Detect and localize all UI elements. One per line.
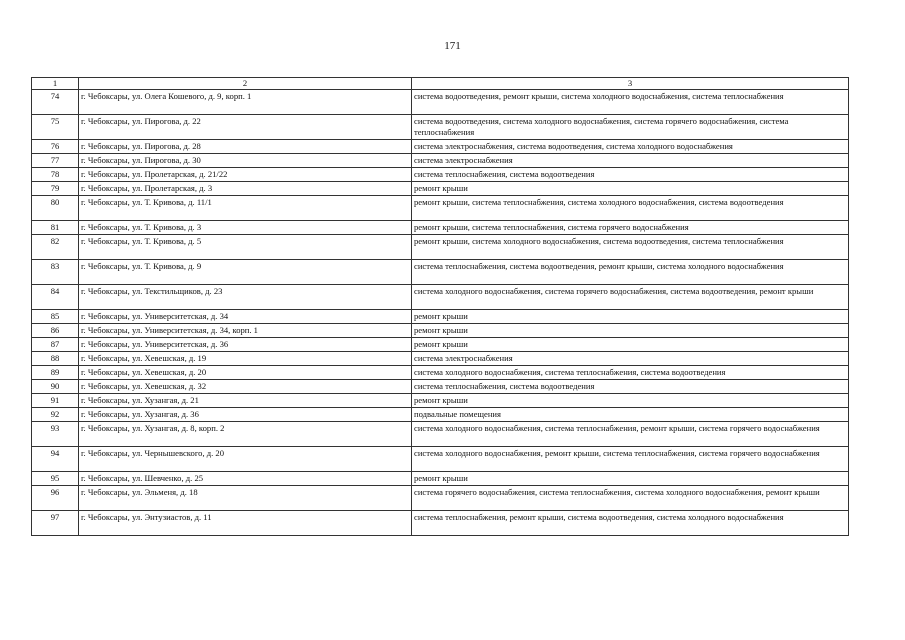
- table-row: [32, 168, 849, 182]
- row-number-cell: 96: [32, 486, 79, 511]
- table-row: [32, 338, 849, 352]
- row-number-cell: 95: [32, 472, 79, 486]
- works-cell: система водоотведения, система холодного водоснабжения, система горячего водоснабжения, система теплоснабжения: [412, 115, 849, 140]
- column-header-address: 2: [79, 78, 412, 90]
- address-cell: г. Чебоксары, ул. Пролетарская, д. 3: [79, 182, 412, 196]
- address-works-table: [31, 77, 849, 536]
- address-cell: г. Чебоксары, ул. Чернышевского, д. 20: [79, 447, 412, 472]
- works-cell: ремонт крыши: [412, 338, 849, 352]
- row-number-cell: 81: [32, 221, 79, 235]
- works-cell: система холодного водоснабжения, система теплоснабжения, ремонт крыши, система горячего водоснабжения: [412, 422, 849, 447]
- row-number-cell: 76: [32, 140, 79, 154]
- table-row: [32, 310, 849, 324]
- works-cell: система электроснабжения: [412, 154, 849, 168]
- column-header-number: 1: [32, 78, 79, 90]
- works-cell: ремонт крыши: [412, 182, 849, 196]
- address-cell: г. Чебоксары, ул. Университетская, д. 34: [79, 310, 412, 324]
- table-row: [32, 408, 849, 422]
- table-row: [32, 260, 849, 285]
- row-number-cell: 75: [32, 115, 79, 140]
- works-cell: система теплоснабжения, система водоотведения: [412, 380, 849, 394]
- address-cell: г. Чебоксары, ул. Хузангая, д. 36: [79, 408, 412, 422]
- address-cell: г. Чебоксары, ул. Пирогова, д. 22: [79, 115, 412, 140]
- works-cell: ремонт крыши: [412, 472, 849, 486]
- address-cell: г. Чебоксары, ул. Пролетарская, д. 21/22: [79, 168, 412, 182]
- row-number-cell: 79: [32, 182, 79, 196]
- address-cell: г. Чебоксары, ул. Т. Кривова, д. 11/1: [79, 196, 412, 221]
- address-cell: г. Чебоксары, ул. Пирогова, д. 28: [79, 140, 412, 154]
- row-number-cell: 78: [32, 168, 79, 182]
- row-number-cell: 86: [32, 324, 79, 338]
- table-row: [32, 115, 849, 140]
- table-row: [32, 486, 849, 511]
- works-cell: подвальные помещения: [412, 408, 849, 422]
- works-cell: система теплоснабжения, ремонт крыши, система водоотведения, система холодного водоснабжения: [412, 511, 849, 536]
- address-cell: г. Чебоксары, ул. Университетская, д. 36: [79, 338, 412, 352]
- row-number-cell: 92: [32, 408, 79, 422]
- table-row: [32, 221, 849, 235]
- address-cell: г. Чебоксары, ул. Университетская, д. 34, корп. 1: [79, 324, 412, 338]
- table-row: [32, 380, 849, 394]
- works-cell: система горячего водоснабжения, система теплоснабжения, система холодного водоснабжения, ремонт крыши: [412, 486, 849, 511]
- table-row: [32, 472, 849, 486]
- row-number-cell: 83: [32, 260, 79, 285]
- address-cell: г. Чебоксары, ул. Шевченко, д. 25: [79, 472, 412, 486]
- row-number-cell: 88: [32, 352, 79, 366]
- works-cell: система теплоснабжения, система водоотведения, ремонт крыши, система холодного водоснабжения: [412, 260, 849, 285]
- row-number-cell: 85: [32, 310, 79, 324]
- works-cell: система холодного водоснабжения, система горячего водоснабжения, система водоотведения, ремонт крыши: [412, 285, 849, 310]
- address-cell: г. Чебоксары, ул. Хевешская, д. 20: [79, 366, 412, 380]
- address-cell: г. Чебоксары, ул. Хевешская, д. 32: [79, 380, 412, 394]
- works-cell: система электроснабжения, система водоотведения, система холодного водоснабжения: [412, 140, 849, 154]
- table-row: [32, 366, 849, 380]
- works-cell: ремонт крыши, система холодного водоснабжения, система водоотведения, система теплоснабжения: [412, 235, 849, 260]
- address-cell: г. Чебоксары, ул. Олега Кошевого, д. 9, корп. 1: [79, 90, 412, 115]
- table-row: [32, 182, 849, 196]
- row-number-cell: 97: [32, 511, 79, 536]
- address-cell: г. Чебоксары, ул. Энтузиастов, д. 11: [79, 511, 412, 536]
- works-cell: система электроснабжения: [412, 352, 849, 366]
- row-number-cell: 90: [32, 380, 79, 394]
- works-cell: ремонт крыши, система теплоснабжения, система горячего водоснабжения: [412, 221, 849, 235]
- table-row: [32, 352, 849, 366]
- address-cell: г. Чебоксары, ул. Т. Кривова, д. 3: [79, 221, 412, 235]
- address-cell: г. Чебоксары, ул. Хузангая, д. 21: [79, 394, 412, 408]
- row-number-cell: 87: [32, 338, 79, 352]
- table-row: [32, 140, 849, 154]
- address-cell: г. Чебоксары, ул. Хузангая, д. 8, корп. 2: [79, 422, 412, 447]
- works-cell: ремонт крыши, система теплоснабжения, система холодного водоснабжения, система водоотведения: [412, 196, 849, 221]
- table-row: [32, 394, 849, 408]
- table-row: [32, 511, 849, 536]
- table-row: [32, 422, 849, 447]
- works-cell: система теплоснабжения, система водоотведения: [412, 168, 849, 182]
- row-number-cell: 82: [32, 235, 79, 260]
- row-number-cell: 93: [32, 422, 79, 447]
- works-cell: ремонт крыши: [412, 394, 849, 408]
- works-cell: ремонт крыши: [412, 310, 849, 324]
- works-cell: система холодного водоснабжения, ремонт крыши, система теплоснабжения, система горячего водоснабжения: [412, 447, 849, 472]
- works-cell: система водоотведения, ремонт крыши, система холодного водоснабжения, система теплоснабжения: [412, 90, 849, 115]
- row-number-cell: 89: [32, 366, 79, 380]
- table-row: [32, 196, 849, 221]
- table-header-row: [32, 78, 849, 90]
- table-row: [32, 235, 849, 260]
- table-row: [32, 285, 849, 310]
- row-number-cell: 74: [32, 90, 79, 115]
- address-cell: г. Чебоксары, ул. Текстильщиков, д. 23: [79, 285, 412, 310]
- row-number-cell: 77: [32, 154, 79, 168]
- table-row: [32, 447, 849, 472]
- address-cell: г. Чебоксары, ул. Т. Кривова, д. 9: [79, 260, 412, 285]
- row-number-cell: 91: [32, 394, 79, 408]
- address-cell: г. Чебоксары, ул. Т. Кривова, д. 5: [79, 235, 412, 260]
- column-header-works: 3: [412, 78, 849, 90]
- row-number-cell: 94: [32, 447, 79, 472]
- address-cell: г. Чебоксары, ул. Пирогова, д. 30: [79, 154, 412, 168]
- address-cell: г. Чебоксары, ул. Хевешская, д. 19: [79, 352, 412, 366]
- row-number-cell: 84: [32, 285, 79, 310]
- table-row: [32, 324, 849, 338]
- address-cell: г. Чебоксары, ул. Эльменя, д. 18: [79, 486, 412, 511]
- table-row: [32, 90, 849, 115]
- works-cell: система холодного водоснабжения, система теплоснабжения, система водоотведения: [412, 366, 849, 380]
- page-number: 171: [444, 40, 461, 52]
- row-number-cell: 80: [32, 196, 79, 221]
- table-row: [32, 154, 849, 168]
- works-cell: ремонт крыши: [412, 324, 849, 338]
